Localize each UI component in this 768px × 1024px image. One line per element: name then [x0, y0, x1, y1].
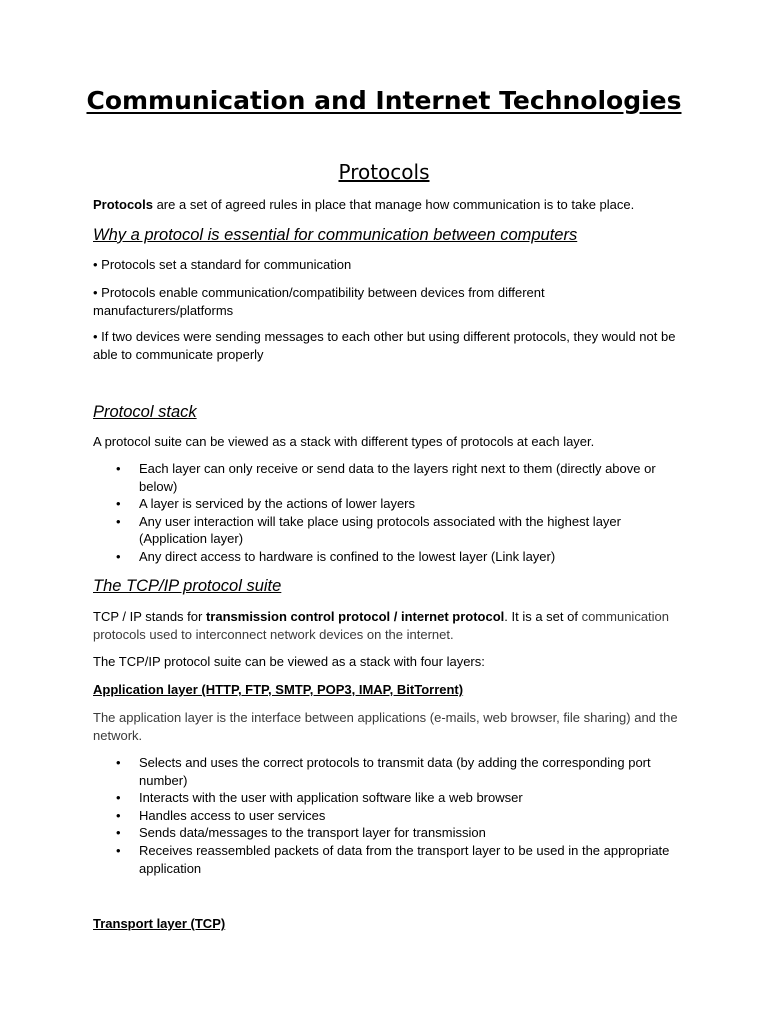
list-item — [113, 513, 683, 548]
page-subtitle: Protocols — [338, 160, 430, 184]
protocol-stack-intro: A protocol suite can be viewed as a stack with different types of protocols at each layer. — [93, 434, 595, 449]
application-layer-list — [113, 754, 683, 877]
application-layer-heading: Application layer (HTTP, FTP, SMTP, POP3, IMAP, BitTorrent) — [93, 682, 464, 697]
why-point: • If two devices were sending messages to each other but using different protocols, they would not be able to communicate properly — [93, 329, 676, 362]
application-layer-intro: The application layer is the interface between applications (e-mails, web browser, file sharing) and the network. — [93, 710, 678, 743]
bullet-icon: • — [116, 842, 121, 858]
intro-paragraph — [93, 196, 683, 214]
list-item-text: Selects and uses the correct protocols to transmit data (by adding the corresponding port number) — [139, 755, 651, 788]
list-item — [113, 754, 683, 789]
list-item-text: Sends data/messages to the transport layer for transmission — [139, 825, 486, 841]
tcpip-bold-term: transmission control protocol / internet protocol — [205, 609, 505, 624]
list-item — [113, 495, 683, 513]
list-item-text: Interacts with the user with application software like a web browser — [139, 790, 523, 806]
tcpip-heading: The TCP/IP protocol suite — [93, 577, 282, 595]
bullet-icon: • — [116, 513, 121, 529]
protocol-stack-list — [113, 460, 683, 566]
why-point: • Protocols enable communication/compatibility between devices from different manufacturers/platforms — [93, 285, 545, 318]
list-item-text: Any direct access to hardware is confined to the lowest layer (Link layer) — [139, 548, 556, 564]
bullet-icon: • — [116, 496, 121, 512]
why-point: • Protocols set a standard for communication — [93, 257, 352, 272]
protocol-stack-heading: Protocol stack — [93, 403, 197, 421]
list-item-text: A layer is serviced by the actions of lower layers — [139, 496, 416, 512]
intro-text: are a set of agreed rules in place that manage how communication is to take place. — [152, 197, 635, 212]
bullet-icon: • — [116, 790, 121, 806]
bullet-icon: • — [116, 461, 121, 476]
tcpip-text-start: TCP / IP stands for — [93, 609, 206, 624]
intro-bold-term: Protocols — [93, 197, 153, 212]
tcpip-text-mid: . It is a set of — [504, 609, 582, 624]
tcpip-paragraph — [93, 608, 683, 644]
list-item-text: Any user interaction will take place using protocols associated with the highest layer (Application layer) — [139, 513, 621, 547]
list-item — [113, 824, 683, 842]
list-item-text: Each layer can only receive or send data to the layers right next to them (directly above or below) — [139, 461, 656, 494]
tcpip-layers-paragraph: The TCP/IP protocol suite can be viewed as a stack with four layers: — [93, 654, 485, 669]
tcpip-text-end: communication protocols used to interconnect network devices on the internet. — [93, 609, 670, 642]
list-item — [113, 548, 683, 566]
list-item — [113, 789, 683, 807]
bullet-icon: • — [116, 755, 121, 770]
why-heading: Why a protocol is essential for communication between computers — [93, 226, 578, 244]
list-item — [113, 807, 683, 825]
list-item — [113, 842, 683, 877]
transport-layer-heading: Transport layer (TCP) — [93, 916, 226, 931]
list-item — [113, 460, 683, 495]
bullet-icon: • — [116, 807, 121, 823]
page-title: Communication and Internet Technologies — [86, 86, 682, 115]
bullet-icon: • — [116, 825, 121, 841]
list-item-text: Handles access to user services — [139, 807, 326, 823]
bullet-icon: • — [116, 548, 121, 564]
list-item-text: Receives reassembled packets of data from the transport layer to be used in the appropriate application — [139, 842, 670, 876]
